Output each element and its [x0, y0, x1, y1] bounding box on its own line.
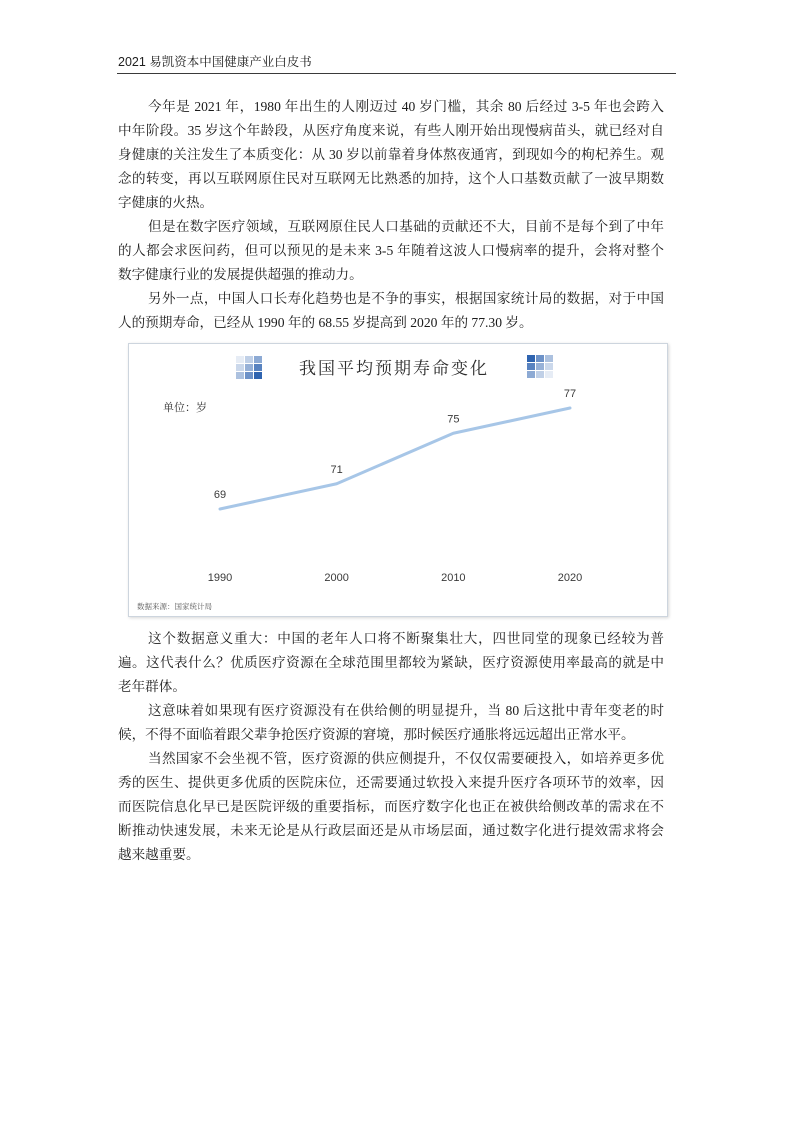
body-text-top — [118, 95, 664, 335]
data-label: 75 — [447, 413, 460, 426]
text-line: 字健康的火热。 — [118, 195, 214, 210]
text-line: 数字健康行业的发展提供超强的推动力。 — [118, 267, 363, 282]
text-line: 这个数据意义重大：中国的老年人口将不断聚集壮大，四世同堂的现象已经较为普 — [148, 631, 664, 646]
header-title: 2021 易凯资本中国健康产业白皮书 — [118, 55, 312, 69]
text-line: 人的预期寿命，已经从 1990 年的 68.55 岁提高到 2020 年的 77.30 岁。 — [118, 315, 533, 330]
text-line: 念的转变，再以互联网原住民对互联网无比熟悉的加持，这个人口基数贡献了一波早期数 — [118, 171, 664, 186]
body-text-bottom — [118, 627, 664, 867]
paragraph — [118, 95, 664, 215]
decorative-squares-right-icon — [527, 355, 553, 378]
paragraph — [118, 627, 664, 699]
x-tick-label: 2010 — [441, 572, 466, 584]
text-line: 今年是 2021 年，1980 年出生的人刚迈过 40 岁门槛，其余 80 后经过 3-5 年也会跨入 — [148, 99, 664, 114]
text-line: 身健康的关注发生了本质变化：从 30 岁以前靠着身体熬夜通宵，到现如今的枸杞养生。观 — [118, 147, 664, 162]
text-line: 但是在数字医疗领域，互联网原住民人口基础的贡献还不大，目前不是每个到了中年 — [148, 219, 664, 234]
paragraph — [118, 287, 664, 335]
text-line: 另外一点，中国人口长寿化趋势也是不争的事实，根据国家统计局的数据，对于中国 — [148, 291, 664, 306]
text-line: 越来越重要。 — [118, 847, 200, 862]
text-line: 遍。这代表什么？优质医疗资源在全球范围里都较为紧缺，医疗资源使用率最高的就是中 — [118, 655, 664, 670]
x-tick-label: 1990 — [207, 572, 233, 584]
text-line: 老年群体。 — [118, 679, 186, 694]
paragraph — [118, 699, 664, 747]
chart-title: 我国平均预期寿命变化 — [299, 359, 489, 378]
x-tick-label: 2000 — [324, 572, 349, 584]
data-label: 77 — [563, 388, 577, 400]
x-tick-label: 2020 — [557, 572, 583, 584]
data-label: 71 — [330, 463, 343, 476]
data-label: 69 — [213, 489, 227, 501]
text-line: 这意味着如果现有医疗资源没有在供给侧的明显提升，当 80 后这批中青年变老的时 — [148, 703, 664, 718]
chart-canvas — [128, 343, 668, 617]
paragraph — [118, 747, 664, 867]
text-line: 断推动快速发展，未来无论是从行政层面还是从市场层面，通过数字化进行提效需求将会 — [118, 823, 664, 838]
text-line: 的人都会求医问药，但可以预见的是未来 3-5 年随着这波人口慢病率的提升，会将对整个 — [118, 243, 664, 258]
unit-label: 单位：岁 — [163, 402, 207, 414]
source-note: 数据来源：国家统计局 — [137, 602, 212, 611]
life-expectancy-chart — [128, 343, 668, 617]
decorative-squares-left-icon — [236, 356, 262, 379]
text-line: 而医院信息化早已是医院评级的重要指标，而医疗数字化也正在被供给侧改革的需求在不 — [118, 799, 664, 814]
running-header — [118, 54, 312, 71]
paragraph — [118, 215, 664, 287]
text-line: 当然国家不会坐视不管，医疗资源的供应侧提升，不仅仅需要硬投入，如培养更多优 — [148, 751, 664, 766]
text-line: 候，不得不面临着跟父辈争抢医疗资源的窘境，那时候医疗通胀将远远超出正常水平。 — [118, 727, 635, 742]
header-divider — [117, 73, 676, 74]
text-line: 中年阶段。35 岁这个年龄段，从医疗角度来说，有些人刚开始出现慢病苗头，就已经对自 — [118, 123, 664, 138]
text-line: 秀的医生、提供更多优质的医院床位，还需要通过软投入来提升医疗各项环节的效率，因 — [118, 775, 664, 790]
